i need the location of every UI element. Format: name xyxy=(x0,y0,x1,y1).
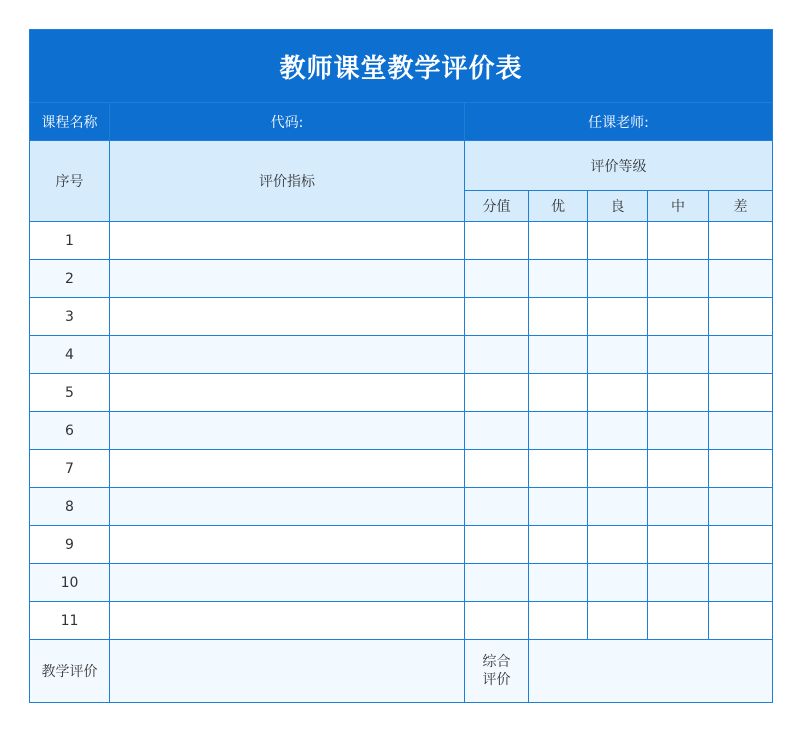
poor-cell[interactable] xyxy=(709,450,773,488)
row-index: 1 xyxy=(30,222,110,260)
indicator-cell[interactable] xyxy=(110,222,465,260)
overall-eval-cell[interactable] xyxy=(529,640,773,703)
indicator-cell[interactable] xyxy=(110,298,465,336)
score-header: 分值 xyxy=(465,191,529,222)
excellent-cell[interactable] xyxy=(529,336,588,374)
course-name-label: 课程名称 xyxy=(30,103,110,141)
row-index: 9 xyxy=(30,526,110,564)
overall-eval-label-line2: 评价 xyxy=(482,672,511,688)
score-cell[interactable] xyxy=(465,298,529,336)
score-cell[interactable] xyxy=(465,222,529,260)
teacher-label: 任课老师: xyxy=(465,103,773,141)
indicator-cell[interactable] xyxy=(110,336,465,374)
table-row xyxy=(30,374,773,412)
evaluation-form xyxy=(29,29,772,703)
good-header: 良 xyxy=(588,191,648,222)
excellent-cell[interactable] xyxy=(529,450,588,488)
score-cell[interactable] xyxy=(465,374,529,412)
poor-cell[interactable] xyxy=(709,336,773,374)
indicator-header: 评价指标 xyxy=(110,141,465,222)
overall-eval-label-line1: 综合 xyxy=(482,654,511,670)
poor-cell[interactable] xyxy=(709,374,773,412)
medium-cell[interactable] xyxy=(648,450,709,488)
row-index: 6 xyxy=(30,412,110,450)
index-header: 序号 xyxy=(30,141,110,222)
medium-cell[interactable] xyxy=(648,336,709,374)
row-index: 10 xyxy=(30,564,110,602)
excellent-cell[interactable] xyxy=(529,298,588,336)
table-row xyxy=(30,222,773,260)
medium-cell[interactable] xyxy=(648,374,709,412)
form-title: 教师课堂教学评价表 xyxy=(30,30,773,103)
poor-cell[interactable] xyxy=(709,298,773,336)
medium-header: 中 xyxy=(648,191,709,222)
row-index: 2 xyxy=(30,260,110,298)
medium-cell[interactable] xyxy=(648,298,709,336)
excellent-cell[interactable] xyxy=(529,564,588,602)
medium-cell[interactable] xyxy=(648,564,709,602)
poor-cell[interactable] xyxy=(709,260,773,298)
excellent-cell[interactable] xyxy=(529,412,588,450)
poor-cell[interactable] xyxy=(709,526,773,564)
score-cell[interactable] xyxy=(465,412,529,450)
row-index: 7 xyxy=(30,450,110,488)
table-row xyxy=(30,336,773,374)
medium-cell[interactable] xyxy=(648,488,709,526)
medium-cell[interactable] xyxy=(648,222,709,260)
score-cell[interactable] xyxy=(465,526,529,564)
medium-cell[interactable] xyxy=(648,526,709,564)
good-cell[interactable] xyxy=(588,298,648,336)
score-cell[interactable] xyxy=(465,564,529,602)
indicator-cell[interactable] xyxy=(110,260,465,298)
excellent-header: 优 xyxy=(529,191,588,222)
course-code-label: 代码: xyxy=(110,103,465,141)
table-row xyxy=(30,412,773,450)
score-cell[interactable] xyxy=(465,260,529,298)
poor-cell[interactable] xyxy=(709,412,773,450)
poor-header: 差 xyxy=(709,191,773,222)
excellent-cell[interactable] xyxy=(529,222,588,260)
evaluation-table xyxy=(29,29,773,703)
course-info-row xyxy=(30,103,773,141)
poor-cell[interactable] xyxy=(709,488,773,526)
good-cell[interactable] xyxy=(588,412,648,450)
table-row xyxy=(30,450,773,488)
good-cell[interactable] xyxy=(588,488,648,526)
indicator-cell[interactable] xyxy=(110,412,465,450)
teaching-eval-label: 教学评价 xyxy=(30,640,110,703)
score-cell[interactable] xyxy=(465,488,529,526)
indicator-cell[interactable] xyxy=(110,450,465,488)
medium-cell[interactable] xyxy=(648,602,709,640)
good-cell[interactable] xyxy=(588,564,648,602)
header-row-1 xyxy=(30,141,773,191)
indicator-cell[interactable] xyxy=(110,526,465,564)
score-cell[interactable] xyxy=(465,336,529,374)
table-row xyxy=(30,526,773,564)
table-row xyxy=(30,602,773,640)
indicator-cell[interactable] xyxy=(110,602,465,640)
row-index: 5 xyxy=(30,374,110,412)
excellent-cell[interactable] xyxy=(529,374,588,412)
poor-cell[interactable] xyxy=(709,602,773,640)
row-index: 3 xyxy=(30,298,110,336)
poor-cell[interactable] xyxy=(709,222,773,260)
table-row xyxy=(30,298,773,336)
indicator-cell[interactable] xyxy=(110,374,465,412)
indicator-cell[interactable] xyxy=(110,564,465,602)
row-index: 11 xyxy=(30,602,110,640)
table-row xyxy=(30,260,773,298)
score-cell[interactable] xyxy=(465,450,529,488)
overall-eval-label xyxy=(465,640,529,703)
grade-header: 评价等级 xyxy=(465,141,773,191)
score-cell[interactable] xyxy=(465,602,529,640)
good-cell[interactable] xyxy=(588,260,648,298)
summary-row xyxy=(30,640,773,703)
table-row xyxy=(30,488,773,526)
excellent-cell[interactable] xyxy=(529,488,588,526)
good-cell[interactable] xyxy=(588,374,648,412)
good-cell[interactable] xyxy=(588,222,648,260)
good-cell[interactable] xyxy=(588,450,648,488)
medium-cell[interactable] xyxy=(648,260,709,298)
good-cell[interactable] xyxy=(588,602,648,640)
indicator-cell[interactable] xyxy=(110,488,465,526)
row-index: 8 xyxy=(30,488,110,526)
row-index: 4 xyxy=(30,336,110,374)
table-row xyxy=(30,564,773,602)
good-cell[interactable] xyxy=(588,336,648,374)
poor-cell[interactable] xyxy=(709,564,773,602)
good-cell[interactable] xyxy=(588,526,648,564)
excellent-cell[interactable] xyxy=(529,260,588,298)
medium-cell[interactable] xyxy=(648,412,709,450)
teaching-eval-cell[interactable] xyxy=(110,640,465,703)
excellent-cell[interactable] xyxy=(529,526,588,564)
excellent-cell[interactable] xyxy=(529,602,588,640)
